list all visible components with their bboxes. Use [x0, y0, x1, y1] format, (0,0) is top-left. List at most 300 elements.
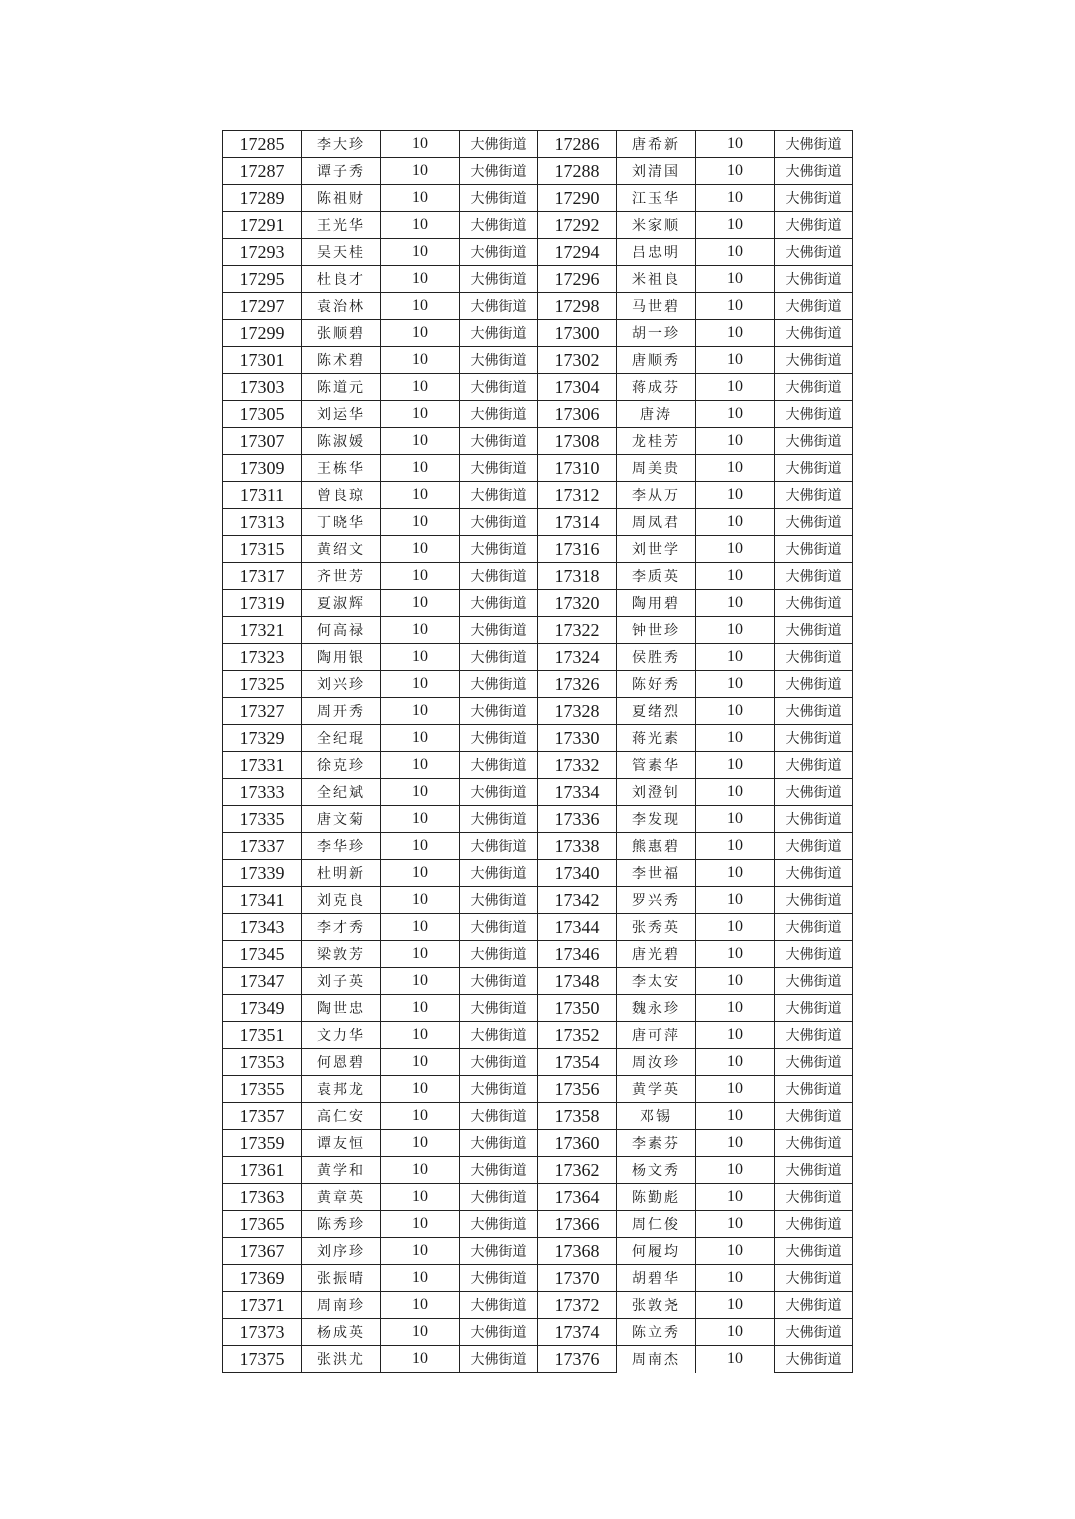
right-name-cell: 米家顺	[617, 212, 696, 239]
left-name-cell: 李才秀	[302, 914, 381, 941]
right-amount-cell: 10	[696, 1319, 775, 1346]
left-amount-cell: 10	[381, 833, 460, 860]
left-street-cell: 大佛街道	[460, 725, 538, 752]
right-amount-cell: 10	[696, 1292, 775, 1319]
left-street-cell: 大佛街道	[460, 887, 538, 914]
table-row	[223, 1103, 853, 1130]
left-id-cell: 17343	[223, 914, 302, 941]
table-row	[223, 1211, 853, 1238]
left-id-cell: 17325	[223, 671, 302, 698]
right-id-cell: 17306	[538, 401, 617, 428]
table-row	[223, 1319, 853, 1346]
left-street-cell: 大佛街道	[460, 563, 538, 590]
left-street-cell: 大佛街道	[460, 1103, 538, 1130]
right-amount-cell: 10	[696, 1265, 775, 1292]
left-name-cell: 李大珍	[302, 131, 381, 158]
right-name-cell: 陈立秀	[617, 1319, 696, 1346]
left-street-cell: 大佛街道	[460, 536, 538, 563]
left-name-cell: 何高禄	[302, 617, 381, 644]
left-id-cell: 17349	[223, 995, 302, 1022]
left-name-cell: 黄绍文	[302, 536, 381, 563]
left-street-cell: 大佛街道	[460, 1238, 538, 1265]
right-id-cell: 17368	[538, 1238, 617, 1265]
right-amount-cell: 10	[696, 1346, 775, 1373]
right-name-cell: 周仁俊	[617, 1211, 696, 1238]
left-street-cell: 大佛街道	[460, 158, 538, 185]
left-id-cell: 17327	[223, 698, 302, 725]
left-street-cell: 大佛街道	[460, 860, 538, 887]
right-id-cell: 17348	[538, 968, 617, 995]
right-name-cell: 蒋光素	[617, 725, 696, 752]
table-row	[223, 968, 853, 995]
left-street-cell: 大佛街道	[460, 455, 538, 482]
left-amount-cell: 10	[381, 563, 460, 590]
right-street-cell: 大佛街道	[775, 482, 853, 509]
left-id-cell: 17337	[223, 833, 302, 860]
left-amount-cell: 10	[381, 1184, 460, 1211]
right-street-cell: 大佛街道	[775, 644, 853, 671]
right-amount-cell: 10	[696, 1076, 775, 1103]
right-street-cell: 大佛街道	[775, 293, 853, 320]
left-street-cell: 大佛街道	[460, 1157, 538, 1184]
right-street-cell: 大佛街道	[775, 428, 853, 455]
left-name-cell: 周南珍	[302, 1292, 381, 1319]
right-name-cell: 唐可萍	[617, 1022, 696, 1049]
right-id-cell: 17354	[538, 1049, 617, 1076]
right-amount-cell: 10	[696, 968, 775, 995]
left-amount-cell: 10	[381, 590, 460, 617]
left-name-cell: 杜良才	[302, 266, 381, 293]
left-street-cell: 大佛街道	[460, 806, 538, 833]
left-amount-cell: 10	[381, 212, 460, 239]
left-street-cell: 大佛街道	[460, 401, 538, 428]
right-amount-cell: 10	[696, 212, 775, 239]
table-row	[223, 239, 853, 266]
left-street-cell: 大佛街道	[460, 1130, 538, 1157]
table-row	[223, 563, 853, 590]
right-amount-cell: 10	[696, 671, 775, 698]
left-name-cell: 唐文菊	[302, 806, 381, 833]
right-name-cell: 罗兴秀	[617, 887, 696, 914]
table-row	[223, 1184, 853, 1211]
right-name-cell: 黄学英	[617, 1076, 696, 1103]
right-amount-cell: 10	[696, 995, 775, 1022]
right-id-cell: 17370	[538, 1265, 617, 1292]
left-street-cell: 大佛街道	[460, 347, 538, 374]
right-name-cell: 李质英	[617, 563, 696, 590]
left-name-cell: 谭友恒	[302, 1130, 381, 1157]
right-amount-cell: 10	[696, 1238, 775, 1265]
right-name-cell: 胡碧华	[617, 1265, 696, 1292]
right-name-cell: 管素华	[617, 752, 696, 779]
left-amount-cell: 10	[381, 509, 460, 536]
left-street-cell: 大佛街道	[460, 320, 538, 347]
right-street-cell: 大佛街道	[775, 617, 853, 644]
left-amount-cell: 10	[381, 1346, 460, 1373]
right-street-cell: 大佛街道	[775, 347, 853, 374]
right-street-cell: 大佛街道	[775, 1130, 853, 1157]
right-amount-cell: 10	[696, 509, 775, 536]
right-name-cell: 唐顺秀	[617, 347, 696, 374]
right-amount-cell: 10	[696, 455, 775, 482]
right-id-cell: 17292	[538, 212, 617, 239]
left-street-cell: 大佛街道	[460, 644, 538, 671]
left-name-cell: 徐克珍	[302, 752, 381, 779]
left-id-cell: 17301	[223, 347, 302, 374]
left-id-cell: 17323	[223, 644, 302, 671]
left-street-cell: 大佛街道	[460, 293, 538, 320]
left-id-cell: 17315	[223, 536, 302, 563]
left-name-cell: 刘克良	[302, 887, 381, 914]
left-street-cell: 大佛街道	[460, 1211, 538, 1238]
table-row	[223, 1346, 853, 1373]
right-name-cell: 马世碧	[617, 293, 696, 320]
left-street-cell: 大佛街道	[460, 1022, 538, 1049]
right-street-cell: 大佛街道	[775, 752, 853, 779]
left-id-cell: 17365	[223, 1211, 302, 1238]
right-id-cell: 17298	[538, 293, 617, 320]
left-street-cell: 大佛街道	[460, 266, 538, 293]
left-id-cell: 17357	[223, 1103, 302, 1130]
right-amount-cell: 10	[696, 320, 775, 347]
left-name-cell: 陶世忠	[302, 995, 381, 1022]
right-street-cell: 大佛街道	[775, 1319, 853, 1346]
left-street-cell: 大佛街道	[460, 752, 538, 779]
left-id-cell: 17369	[223, 1265, 302, 1292]
right-name-cell: 唐光碧	[617, 941, 696, 968]
table-row	[223, 887, 853, 914]
left-id-cell: 17313	[223, 509, 302, 536]
right-id-cell: 17288	[538, 158, 617, 185]
right-name-cell: 李太安	[617, 968, 696, 995]
right-street-cell: 大佛街道	[775, 1184, 853, 1211]
left-amount-cell: 10	[381, 536, 460, 563]
right-amount-cell: 10	[696, 158, 775, 185]
left-amount-cell: 10	[381, 1211, 460, 1238]
left-amount-cell: 10	[381, 320, 460, 347]
left-name-cell: 袁邦龙	[302, 1076, 381, 1103]
right-id-cell: 17296	[538, 266, 617, 293]
right-street-cell: 大佛街道	[775, 941, 853, 968]
table-row	[223, 1130, 853, 1157]
right-id-cell: 17304	[538, 374, 617, 401]
right-street-cell: 大佛街道	[775, 1049, 853, 1076]
right-name-cell: 周汝珍	[617, 1049, 696, 1076]
right-name-cell: 吕忠明	[617, 239, 696, 266]
table-row	[223, 1022, 853, 1049]
left-name-cell: 张洪尤	[302, 1346, 381, 1373]
left-id-cell: 17317	[223, 563, 302, 590]
left-amount-cell: 10	[381, 374, 460, 401]
right-amount-cell: 10	[696, 563, 775, 590]
right-street-cell: 大佛街道	[775, 968, 853, 995]
right-amount-cell: 10	[696, 1130, 775, 1157]
left-id-cell: 17285	[223, 131, 302, 158]
table-row	[223, 617, 853, 644]
table-row	[223, 1049, 853, 1076]
right-name-cell: 陶用碧	[617, 590, 696, 617]
right-name-cell: 何履均	[617, 1238, 696, 1265]
right-street-cell: 大佛街道	[775, 806, 853, 833]
left-amount-cell: 10	[381, 293, 460, 320]
left-id-cell: 17339	[223, 860, 302, 887]
left-name-cell: 曾良琼	[302, 482, 381, 509]
table-row	[223, 185, 853, 212]
right-name-cell: 钟世珍	[617, 617, 696, 644]
right-name-cell: 龙桂芳	[617, 428, 696, 455]
table-row	[223, 293, 853, 320]
right-street-cell: 大佛街道	[775, 1292, 853, 1319]
left-id-cell: 17305	[223, 401, 302, 428]
right-name-cell: 蒋成芬	[617, 374, 696, 401]
left-amount-cell: 10	[381, 1319, 460, 1346]
table-body	[223, 131, 853, 1373]
left-id-cell: 17359	[223, 1130, 302, 1157]
right-amount-cell: 10	[696, 401, 775, 428]
right-street-cell: 大佛街道	[775, 1238, 853, 1265]
right-id-cell: 17328	[538, 698, 617, 725]
table-row	[223, 428, 853, 455]
table-row	[223, 941, 853, 968]
left-name-cell: 陈祖财	[302, 185, 381, 212]
right-street-cell: 大佛街道	[775, 266, 853, 293]
table-row	[223, 266, 853, 293]
right-amount-cell: 10	[696, 860, 775, 887]
left-amount-cell: 10	[381, 158, 460, 185]
left-street-cell: 大佛街道	[460, 185, 538, 212]
left-street-cell: 大佛街道	[460, 1076, 538, 1103]
left-id-cell: 17297	[223, 293, 302, 320]
right-id-cell: 17338	[538, 833, 617, 860]
left-street-cell: 大佛街道	[460, 1346, 538, 1373]
right-name-cell: 陈勤彪	[617, 1184, 696, 1211]
left-amount-cell: 10	[381, 1157, 460, 1184]
left-id-cell: 17289	[223, 185, 302, 212]
right-street-cell: 大佛街道	[775, 158, 853, 185]
right-name-cell: 胡一珍	[617, 320, 696, 347]
right-id-cell: 17358	[538, 1103, 617, 1130]
right-amount-cell: 10	[696, 941, 775, 968]
right-id-cell: 17374	[538, 1319, 617, 1346]
left-amount-cell: 10	[381, 941, 460, 968]
right-street-cell: 大佛街道	[775, 509, 853, 536]
left-name-cell: 谭子秀	[302, 158, 381, 185]
left-name-cell: 张振晴	[302, 1265, 381, 1292]
left-name-cell: 陈秀珍	[302, 1211, 381, 1238]
left-name-cell: 高仁安	[302, 1103, 381, 1130]
left-name-cell: 杜明新	[302, 860, 381, 887]
right-id-cell: 17344	[538, 914, 617, 941]
left-name-cell: 袁治林	[302, 293, 381, 320]
left-amount-cell: 10	[381, 671, 460, 698]
right-amount-cell: 10	[696, 590, 775, 617]
left-id-cell: 17353	[223, 1049, 302, 1076]
table-row	[223, 914, 853, 941]
left-amount-cell: 10	[381, 860, 460, 887]
left-id-cell: 17363	[223, 1184, 302, 1211]
left-name-cell: 全纪斌	[302, 779, 381, 806]
left-street-cell: 大佛街道	[460, 617, 538, 644]
right-amount-cell: 10	[696, 617, 775, 644]
left-street-cell: 大佛街道	[460, 995, 538, 1022]
right-name-cell: 唐涛	[617, 401, 696, 428]
left-amount-cell: 10	[381, 401, 460, 428]
right-name-cell: 刘澄钊	[617, 779, 696, 806]
right-name-cell: 江玉华	[617, 185, 696, 212]
left-id-cell: 17335	[223, 806, 302, 833]
right-name-cell: 陈好秀	[617, 671, 696, 698]
right-id-cell: 17372	[538, 1292, 617, 1319]
right-amount-cell: 10	[696, 914, 775, 941]
left-name-cell: 陶用银	[302, 644, 381, 671]
table-row	[223, 806, 853, 833]
right-street-cell: 大佛街道	[775, 374, 853, 401]
right-street-cell: 大佛街道	[775, 1103, 853, 1130]
left-street-cell: 大佛街道	[460, 131, 538, 158]
left-amount-cell: 10	[381, 1130, 460, 1157]
left-amount-cell: 10	[381, 1103, 460, 1130]
table-row	[223, 509, 853, 536]
left-name-cell: 王光华	[302, 212, 381, 239]
left-id-cell: 17295	[223, 266, 302, 293]
left-street-cell: 大佛街道	[460, 698, 538, 725]
right-id-cell: 17364	[538, 1184, 617, 1211]
right-id-cell: 17326	[538, 671, 617, 698]
right-id-cell: 17300	[538, 320, 617, 347]
data-table	[222, 130, 853, 1373]
right-street-cell: 大佛街道	[775, 1265, 853, 1292]
left-street-cell: 大佛街道	[460, 482, 538, 509]
right-name-cell: 周南杰	[617, 1346, 696, 1373]
left-id-cell: 17299	[223, 320, 302, 347]
table-row	[223, 752, 853, 779]
left-amount-cell: 10	[381, 1049, 460, 1076]
left-amount-cell: 10	[381, 1292, 460, 1319]
left-street-cell: 大佛街道	[460, 1184, 538, 1211]
right-id-cell: 17356	[538, 1076, 617, 1103]
right-id-cell: 17310	[538, 455, 617, 482]
right-name-cell: 周凤君	[617, 509, 696, 536]
table-row	[223, 644, 853, 671]
right-amount-cell: 10	[696, 347, 775, 374]
right-name-cell: 米祖良	[617, 266, 696, 293]
left-street-cell: 大佛街道	[460, 590, 538, 617]
left-id-cell: 17319	[223, 590, 302, 617]
right-street-cell: 大佛街道	[775, 995, 853, 1022]
table-row	[223, 833, 853, 860]
table-row	[223, 401, 853, 428]
right-amount-cell: 10	[696, 185, 775, 212]
left-amount-cell: 10	[381, 698, 460, 725]
right-amount-cell: 10	[696, 806, 775, 833]
right-amount-cell: 10	[696, 1184, 775, 1211]
table-row	[223, 455, 853, 482]
right-street-cell: 大佛街道	[775, 401, 853, 428]
left-street-cell: 大佛街道	[460, 428, 538, 455]
right-amount-cell: 10	[696, 698, 775, 725]
left-amount-cell: 10	[381, 185, 460, 212]
left-amount-cell: 10	[381, 1238, 460, 1265]
right-name-cell: 刘世学	[617, 536, 696, 563]
right-id-cell: 17312	[538, 482, 617, 509]
right-id-cell: 17376	[538, 1346, 617, 1373]
right-id-cell: 17330	[538, 725, 617, 752]
right-amount-cell: 10	[696, 293, 775, 320]
left-name-cell: 刘子英	[302, 968, 381, 995]
left-amount-cell: 10	[381, 266, 460, 293]
left-name-cell: 何恩碧	[302, 1049, 381, 1076]
right-street-cell: 大佛街道	[775, 1211, 853, 1238]
right-amount-cell: 10	[696, 482, 775, 509]
right-amount-cell: 10	[696, 644, 775, 671]
right-amount-cell: 10	[696, 374, 775, 401]
table-row	[223, 698, 853, 725]
table-row	[223, 482, 853, 509]
right-street-cell: 大佛街道	[775, 239, 853, 266]
left-amount-cell: 10	[381, 428, 460, 455]
left-amount-cell: 10	[381, 617, 460, 644]
left-id-cell: 17345	[223, 941, 302, 968]
right-street-cell: 大佛街道	[775, 725, 853, 752]
right-id-cell: 17322	[538, 617, 617, 644]
left-id-cell: 17351	[223, 1022, 302, 1049]
right-id-cell: 17346	[538, 941, 617, 968]
left-amount-cell: 10	[381, 779, 460, 806]
right-amount-cell: 10	[696, 1157, 775, 1184]
left-amount-cell: 10	[381, 806, 460, 833]
right-id-cell: 17334	[538, 779, 617, 806]
left-street-cell: 大佛街道	[460, 968, 538, 995]
left-name-cell: 刘兴珍	[302, 671, 381, 698]
left-id-cell: 17287	[223, 158, 302, 185]
right-street-cell: 大佛街道	[775, 563, 853, 590]
left-id-cell: 17293	[223, 239, 302, 266]
right-street-cell: 大佛街道	[775, 914, 853, 941]
left-street-cell: 大佛街道	[460, 914, 538, 941]
left-name-cell: 张顺碧	[302, 320, 381, 347]
left-id-cell: 17311	[223, 482, 302, 509]
left-id-cell: 17321	[223, 617, 302, 644]
left-name-cell: 夏淑辉	[302, 590, 381, 617]
table-row	[223, 1157, 853, 1184]
right-amount-cell: 10	[696, 779, 775, 806]
left-street-cell: 大佛街道	[460, 239, 538, 266]
left-street-cell: 大佛街道	[460, 509, 538, 536]
left-amount-cell: 10	[381, 482, 460, 509]
table-row	[223, 860, 853, 887]
left-amount-cell: 10	[381, 455, 460, 482]
left-name-cell: 陈道元	[302, 374, 381, 401]
left-amount-cell: 10	[381, 131, 460, 158]
right-id-cell: 17362	[538, 1157, 617, 1184]
left-amount-cell: 10	[381, 725, 460, 752]
right-id-cell: 17294	[538, 239, 617, 266]
right-street-cell: 大佛街道	[775, 779, 853, 806]
right-id-cell: 17336	[538, 806, 617, 833]
table-row	[223, 536, 853, 563]
right-amount-cell: 10	[696, 239, 775, 266]
right-street-cell: 大佛街道	[775, 698, 853, 725]
left-name-cell: 李华珍	[302, 833, 381, 860]
right-amount-cell: 10	[696, 1022, 775, 1049]
right-name-cell: 夏绪烈	[617, 698, 696, 725]
left-id-cell: 17355	[223, 1076, 302, 1103]
table-row	[223, 1265, 853, 1292]
right-street-cell: 大佛街道	[775, 1022, 853, 1049]
left-id-cell: 17303	[223, 374, 302, 401]
right-id-cell: 17324	[538, 644, 617, 671]
left-name-cell: 梁敦芳	[302, 941, 381, 968]
